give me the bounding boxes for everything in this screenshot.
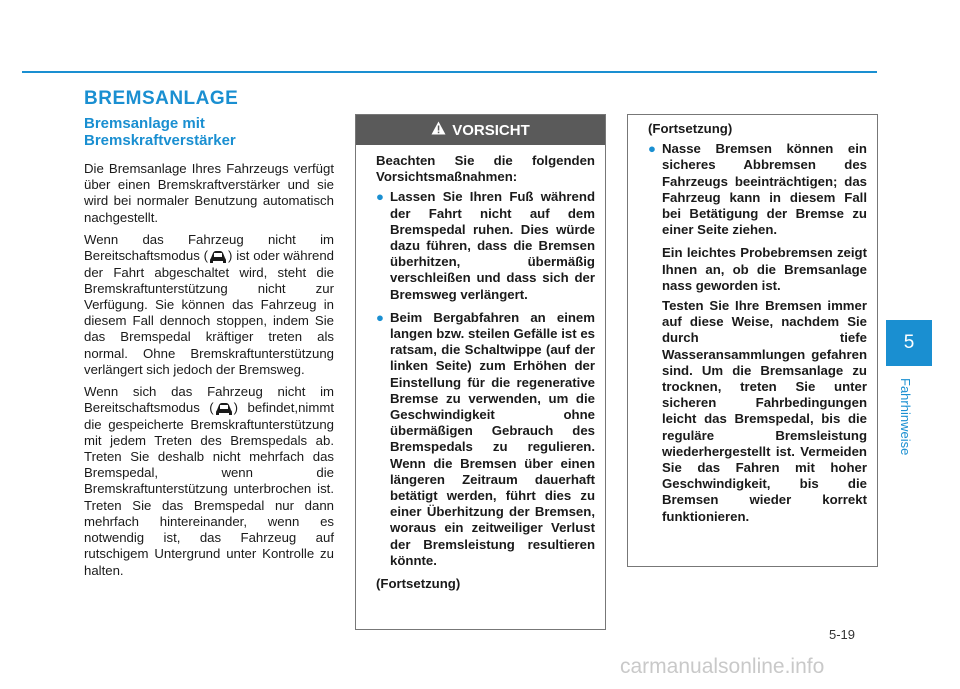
page-number: 5-19: [829, 627, 856, 642]
paragraph-3-start: Wenn sich das Fahrzeug nicht im Bereitschaftsmodus (: [84, 383, 334, 416]
caution-box: [355, 114, 606, 630]
bullet-dot-icon: ●: [376, 189, 384, 205]
caution-header: [356, 115, 605, 145]
chapter-label: Fahrhinweise: [898, 378, 913, 456]
car-icon: [214, 401, 234, 417]
caution-title: VORSICHT: [452, 121, 530, 139]
subheading: [84, 115, 334, 149]
paragraph-2-start: Wenn das Fahrzeug nicht im Bereitschaftsmodus (: [84, 231, 334, 264]
continuation-body: [628, 115, 877, 525]
continued-label: (Fortsetzung): [648, 121, 733, 136]
paragraph-2: [84, 232, 334, 378]
caution-bullet: [376, 310, 595, 569]
car-icon: [208, 249, 228, 265]
continuation-bullet-text: Nasse Bremsen können ein sicheres Abbremsen des Fahrzeugs beeinträchtigen; das Fahrzeug kann in diesem Fall bei Betätigung der Bremse zu einer Seite ziehen.: [662, 141, 867, 238]
caution-intro: Beachten Sie die folgenden Vorsichtsmaßnahmen:: [376, 153, 595, 185]
subheading-line2: Bremskraftverstärker: [84, 132, 236, 149]
header-rule: [22, 71, 877, 73]
warning-triangle-icon: [431, 121, 446, 139]
paragraph-1: Die Bremsanlage Ihres Fahrzeugs verfügt über einen Bremskraftverstärker und sie wird bei normaler Benutzung automatisch nachgestellt.: [84, 161, 334, 225]
bullet-dot-icon: ●: [648, 141, 656, 157]
subheading-line1: Bremsanlage mit: [84, 115, 205, 132]
continuation-paragraph-2: Testen Sie Ihre Bremsen immer auf diese Weise, nachdem Sie durch tiefe Wasseransammlungen gefahren sind. Um die Bremsanlage zu trocknen, treten Sie unter sicheren Fahrbedingungen leicht das Bremspedal, bis die reguläre Bremsleistung wiederhergestellt ist. Vermeiden Sie das Fahren mit hoher Geschwindigkeit, bis die Bremsen wieder korrekt funktionieren.: [662, 298, 867, 524]
paragraph-2-end: ) ist oder während der Fahrt abgeschaltet wird, steht die Bremskraftunterstützung nicht zur Verfügung. Sie können das Fahrzeug in diesem Fall dennoch stoppen, indem Sie das Bremspedal kräftiger treten als normal. Ohne Bremskraftunterstützung verlängert sich jedoch der Bremsweg.: [84, 248, 334, 377]
watermark: carmanualsonline.info: [620, 655, 825, 678]
section-title: BREMSANLAGE: [84, 88, 239, 109]
continuation-box: [627, 114, 878, 567]
caution-bullet-text: Beim Bergabfahren an einem langen bzw. steilen Gefälle ist es ratsam, die Schaltwippe (auf der linken Seite) zum Erhöhen der Einstellung für die regenerative Bremse zu verwenden, um die Geschwindigkeit ohne übermäßigen Gebrauch des Bremspedals zu regulieren. Wenn die Bremsen über einen längeren Zeitraum dauerhaft betätigt werden, führt dies zu einer Überhitzung der Bremsen, woraus ein zeitweiliger Verlust der Bremsleistung resultieren könnte.: [390, 309, 595, 568]
continuation-paragraph-1: Ein leichtes Probebremsen zeigt Ihnen an, ob die Bremsanlage nass geworden ist.: [662, 245, 867, 293]
caution-body: [356, 145, 605, 592]
caution-bullet-text: Lassen Sie Ihren Fuß während der Fahrt nicht auf dem Bremspedal ruhen. Dies würde dazu führen, dass die Bremsen überhitzen, übermäßig verschleißen und dass sich der Bremsweg verlängert.: [390, 189, 595, 302]
paragraph-3: [84, 384, 334, 579]
chapter-tab: 5: [886, 320, 932, 366]
caution-bullet: [376, 189, 595, 302]
paragraph-3-end: ) befindet,nimmt die gespeicherte Bremskraftunterstützung mit jedem Treten des Bremspedals ab. Treten Sie deshalb nicht mehrfach das Bremspedal, wenn die Bremskraftunterstützung unterbrochen ist. Treten Sie das Bremspedal nur dann mehrfach hintereinander, wenn es notwendig ist, das Fahrzeug auf rutschigem Untergrund unter Kontrolle zu halten.: [84, 400, 334, 578]
main-text-column: [84, 115, 334, 585]
bullet-dot-icon: ●: [376, 309, 384, 325]
continuation-bullet: [648, 141, 867, 238]
continued-note: (Fortsetzung): [376, 576, 461, 592]
